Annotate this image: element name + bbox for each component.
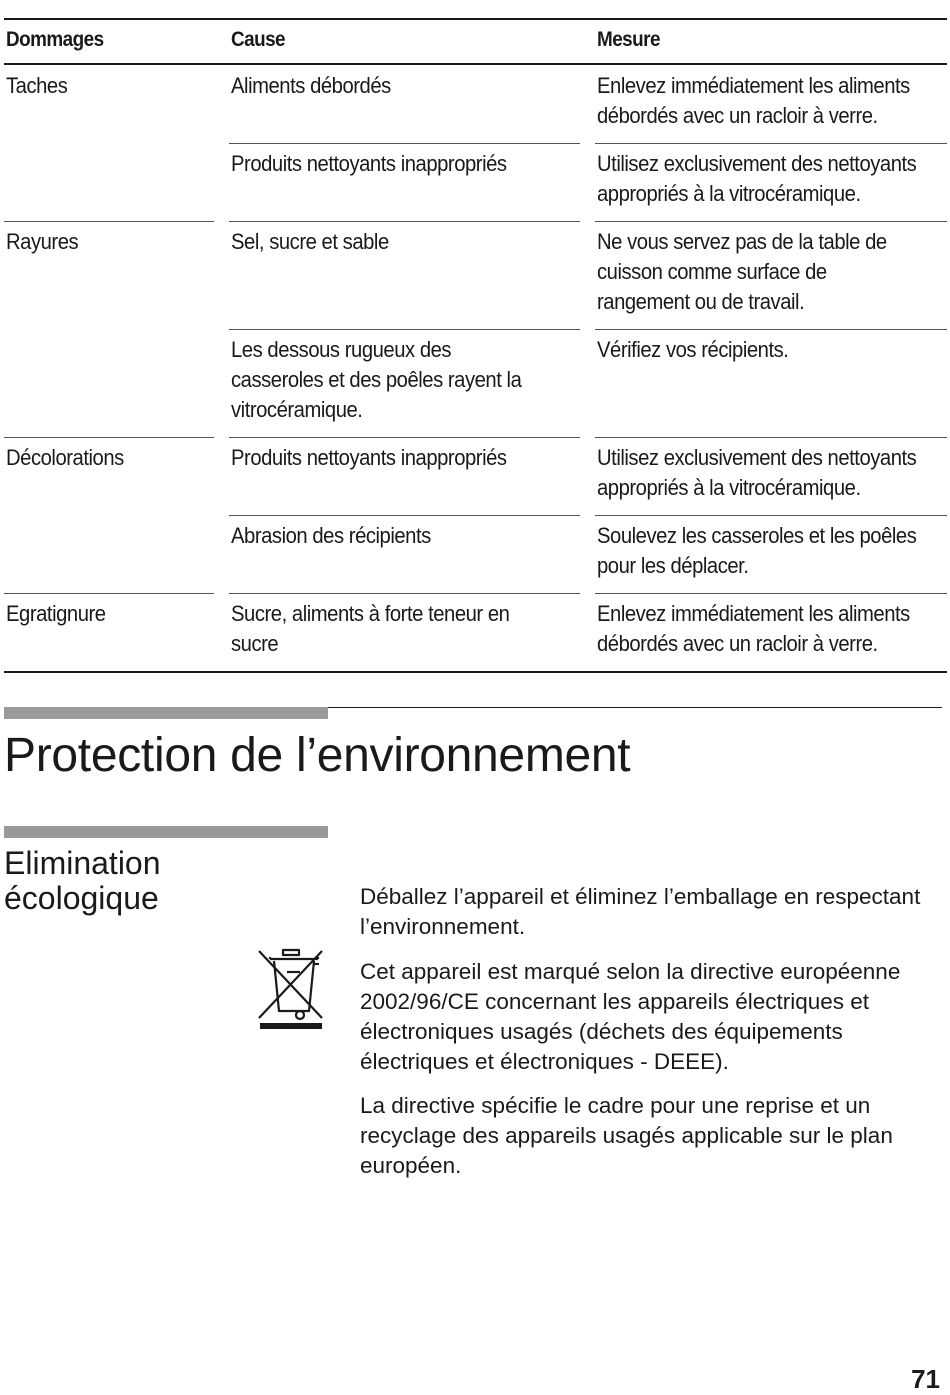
damage-cell: Rayures — [6, 229, 79, 254]
measure-cell: Soulevez les casseroles et les poêles pour les déplacer. — [597, 523, 917, 578]
header-measure: Mesure — [597, 28, 660, 51]
subsection-bar — [4, 826, 328, 838]
cause-cell: Aliments débordés — [231, 73, 391, 98]
row-divider — [229, 221, 580, 222]
page-title: Protection de l’environnement — [4, 729, 631, 782]
paragraph-unpack: Déballez l’appareil et éliminez l’emballage en respectant l’environnement. — [360, 884, 921, 939]
row-divider — [229, 329, 580, 330]
page-number: 71 — [911, 1364, 940, 1394]
section-rule — [328, 707, 942, 708]
cause-cell: Sel, sucre et sable — [231, 229, 389, 254]
cause-cell: Abrasion des récipients — [231, 523, 431, 548]
measure-cell: Utilisez exclusivement des nettoyants appropriés à la vitrocéramique. — [597, 151, 917, 206]
row-divider — [595, 593, 947, 594]
cause-cell: Les dessous rugueux des casseroles et des poêles rayent la vitrocéramique. — [231, 337, 522, 422]
row-divider — [595, 143, 947, 144]
measure-cell: Enlevez immédiatement les aliments débordés avec un racloir à verre. — [597, 73, 910, 128]
row-divider — [595, 515, 947, 516]
cause-cell: Sucre, aliments à forte teneur en sucre — [231, 601, 510, 656]
damage-cell: Décolorations — [6, 445, 124, 470]
cause-cell: Produits nettoyants inappropriés — [231, 445, 507, 470]
measure-cell: Ne vous servez pas de la table de cuisson comme surface de rangement ou de travail. — [597, 229, 887, 314]
group-divider — [4, 437, 214, 438]
row-divider — [595, 221, 947, 222]
crossed-out-wheelie-bin-icon — [256, 948, 326, 1032]
row-divider — [229, 437, 580, 438]
row-divider — [595, 329, 947, 330]
damage-cell: Egratignure — [6, 601, 106, 626]
damage-cell: Taches — [6, 73, 68, 98]
row-divider — [229, 593, 580, 594]
section-bar — [4, 707, 328, 719]
row-divider — [595, 437, 947, 438]
group-divider — [4, 593, 214, 594]
header-cause: Cause — [231, 28, 286, 51]
table-header — [4, 20, 947, 65]
paragraph-directive: Cet appareil est marqué selon la directive européenne 2002/96/CE concernant les appareils électriques et électroniques usagés (déchets des équipements électriques et électroniques - DEEE). — [360, 959, 901, 1074]
row-divider — [229, 515, 580, 516]
header-damage: Dommages — [6, 28, 104, 51]
measure-cell: Utilisez exclusivement des nettoyants appropriés à la vitrocéramique. — [597, 445, 917, 500]
paragraph-framework: La directive spécifie le cadre pour une reprise et un recyclage des appareils usagés applicable sur le plan européen. — [360, 1093, 893, 1178]
subsection-title: Elimination écologique — [4, 845, 161, 916]
group-divider — [4, 221, 214, 222]
cause-cell: Produits nettoyants inappropriés — [231, 151, 507, 176]
damage-table — [4, 18, 947, 656]
measure-cell: Enlevez immédiatement les aliments débordés avec un racloir à verre. — [597, 601, 910, 656]
measure-cell: Vérifiez vos récipients. — [597, 337, 789, 362]
row-divider — [229, 143, 580, 144]
table-bottom-rule — [4, 671, 947, 673]
